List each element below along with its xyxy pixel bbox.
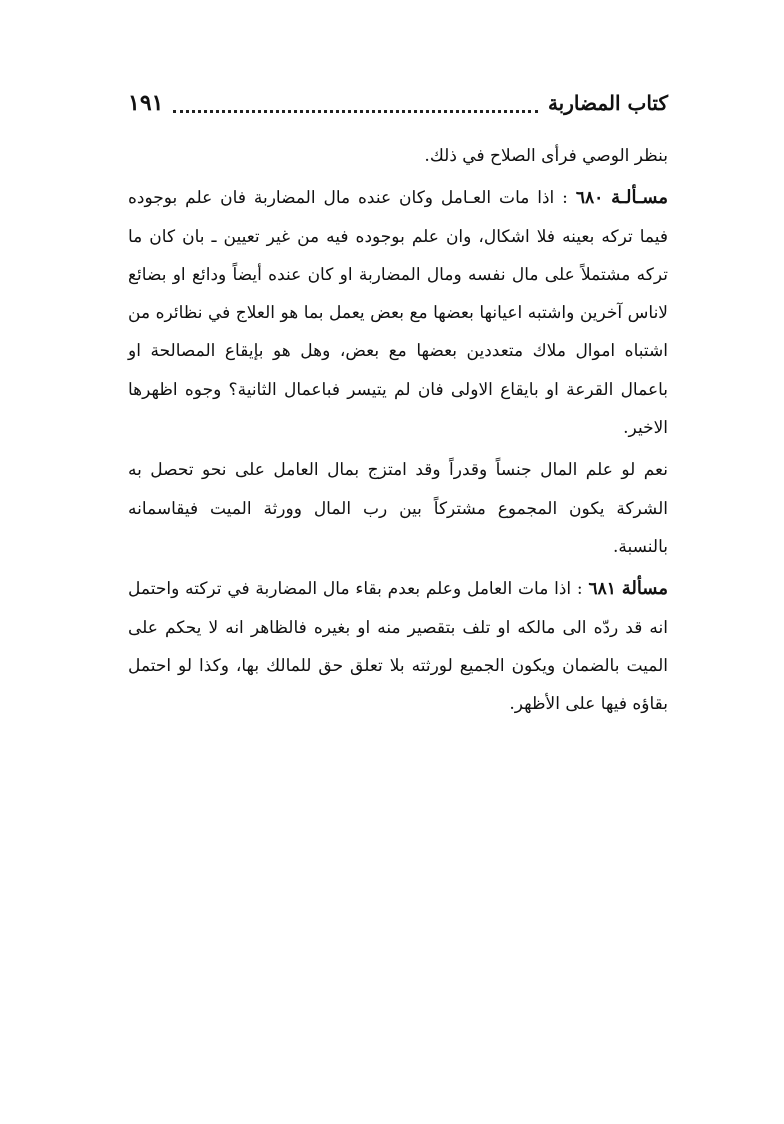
- issue-label: مسألة: [621, 578, 669, 600]
- running-header: [128, 86, 668, 120]
- issue-text: : اذا مات العامل وعلم بعدم بقاء مال المضاربة في تركته واحتمل انه قد ردّه الى مالكه او تلف بتقصير منه او بغيره فالظاهر انه لا يحكم على الميت بالضمان ويكون الجميع لورثته بلا تعلق حق للمالك بها، وكذا لو احتمل بقاؤه فيها على الأظهر.: [128, 579, 668, 715]
- issue-paragraph: [128, 179, 668, 447]
- main-text-body: [128, 137, 668, 723]
- issue-number: ٦٨٠: [575, 188, 604, 209]
- issue-label: مسـألـة: [611, 187, 668, 209]
- chapter-title: كتاب المضاربة: [547, 91, 668, 115]
- paragraph-text: نعم لو علم المال جنساً وقدراً وقد امتزج بمال العامل على نحو تحصل به الشركة يكون المجموع مشتركاً بين رب المال وورثة الميت فيقاسمانه بالنسبة.: [128, 460, 668, 557]
- paragraph: [128, 137, 668, 175]
- paragraph: [128, 451, 668, 566]
- header-dotted-leader: [173, 110, 538, 113]
- page-number: ١٩١: [128, 90, 164, 116]
- issue-number: ٦٨١: [588, 579, 616, 600]
- issue-text: : اذا مات العـامل وكان عنده مال المضاربة فان علم بوجوده فيما تركه بعينه فلا اشكال، وان علم بوجوده فيه من غير تعيين ـ بان كان ما تركه مشتملاً على مال نفسه ومال المضاربة او كان عنده أيضاً ودائع او بضائع لاناس آخرين واشتبه اعيانها بعضها مع بعض يعمل بما هو العلاج في نظائره من اشتباه اموال ملاك متعددين بعضها مع بعض، وهل هو بإيقاع المصالحة او باعمال القرعة او بايقاع الاولى فان لم يتيسر فباعمال الثانية؟ وجوه اظهرها الاخير.: [128, 188, 668, 439]
- paragraph-text: بنظر الوصي فرأى الصلاح في ذلك.: [424, 146, 668, 166]
- issue-paragraph: [128, 570, 668, 723]
